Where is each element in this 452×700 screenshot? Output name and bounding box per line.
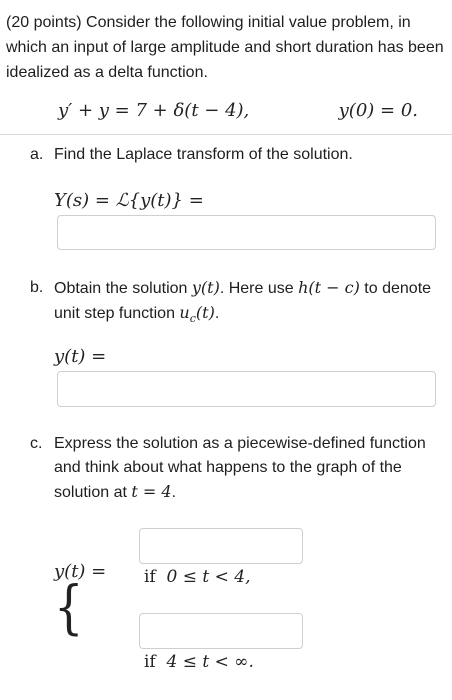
piecewise-case2-condition: if 4 ≤ t < ∞. [144,652,254,672]
divider [0,134,452,135]
part-b-lhs: y(t) = [54,346,107,367]
part-a-answer-input[interactable] [57,215,436,250]
part-b-text: Obtain the solution y(t). Here use h(t − c) to denote unit step function $u_c(t)$. [54,278,432,326]
part-c [30,432,440,506]
part-a-letter: a. [30,146,44,163]
ivp-equation-row [58,100,418,121]
ode-equation: y′ + y = 7 + δ(t − 4), [58,100,250,121]
part-b-math-u: $u_c(t)$ [179,303,215,326]
part-c-text: Express the solution as a piecewise-defined function and think about what happens to the graph of the solution at t = 4. [54,435,426,501]
part-a-lhs: Y(s) = ℒ{y(t)} = [54,190,204,211]
part-a-text: Find the Laplace transform of the solution. [54,146,353,163]
part-b-math-y: y(t) [191,278,220,297]
part-c-letter: c. [30,435,43,452]
part-c-math-t4: t = 4 [131,482,172,501]
part-c-lhs: y(t) = [54,561,107,582]
piecewise-brace: { [54,573,84,641]
part-b-letter: b. [30,279,44,296]
part-b [30,276,440,326]
initial-condition: y(0) = 0. [338,100,418,121]
piecewise-case2-input[interactable] [139,613,303,649]
part-a [30,143,440,167]
piecewise-case1-condition: if 0 ≤ t < 4, [144,567,251,587]
piecewise-case1-input[interactable] [139,528,303,564]
question-intro: (20 points) Consider the following initial value problem, in which an input of large amplitude and short duration has been idealized as a delta function. [6,14,444,81]
part-b-answer-input[interactable] [57,371,436,407]
part-b-math-h: h(t − c) [298,278,360,297]
